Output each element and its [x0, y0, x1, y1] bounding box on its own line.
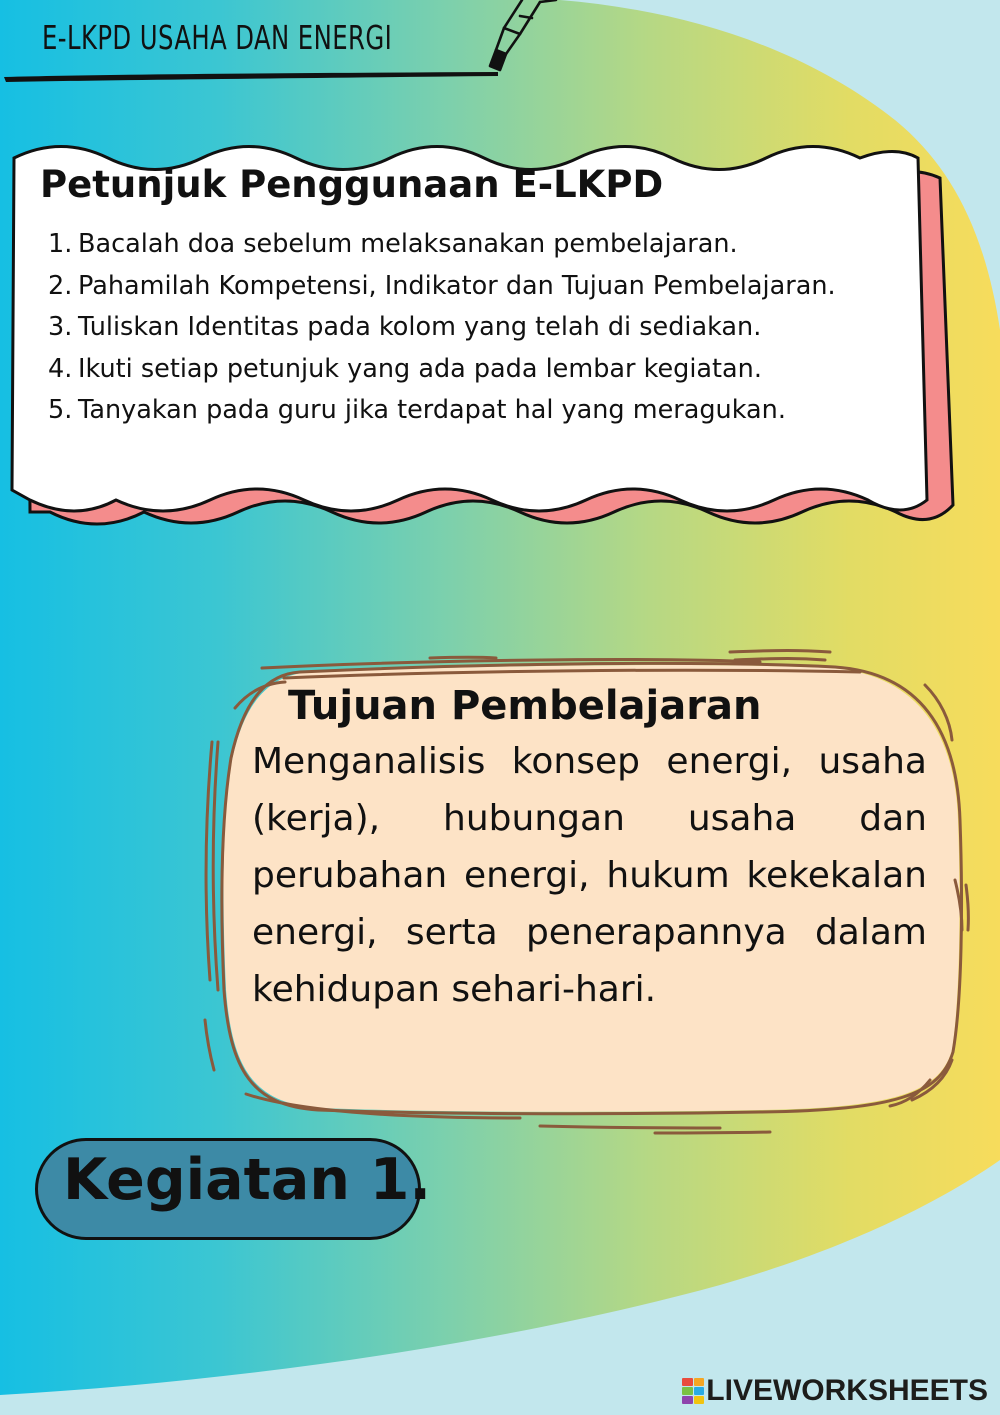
liveworksheets-logo [682, 1374, 988, 1408]
instruction-text: Ikuti setiap petunjuk yang ada pada lembar kegiatan. [78, 353, 762, 384]
marker-pen-icon [490, 0, 556, 70]
instruction-number: 1. [48, 229, 73, 259]
instruction-item [48, 266, 888, 308]
instruction-item [48, 224, 888, 266]
instruction-number: 3. [48, 312, 73, 342]
instruction-item [48, 307, 888, 349]
instruction-text: Tuliskan Identitas pada kolom yang telah di sediakan. [78, 312, 762, 342]
instruction-text: Pahamilah Kompetensi, Indikator dan Tujuan Pembelajaran. [78, 270, 836, 301]
worksheet-title: E-LKPD USAHA DAN ENERGI [42, 18, 393, 57]
objective-title: Tujuan Pembelajaran [288, 683, 762, 729]
instruction-number: 4. [48, 353, 73, 384]
instruction-item [48, 390, 888, 432]
objective-body: Menganalisis konsep energi, usaha (kerja), hubungan usaha dan perubahan energi, hukum kekekalan energi, serta penerapannya dalam kehidupan sehari-hari. [252, 741, 927, 1010]
instruction-item [48, 349, 888, 391]
instruction-number: 5. [48, 395, 73, 425]
liveworksheets-wordmark: LIVEWORKSHEETS [706, 1374, 988, 1407]
instructions-title: Petunjuk Penggunaan E-LKPD [40, 163, 664, 206]
instruction-text: Bacalah doa sebelum melaksanakan pembelajaran. [78, 229, 738, 259]
instructions-list [48, 224, 888, 432]
liveworksheets-icon [682, 1378, 704, 1404]
instruction-text: Tanyakan pada guru jika terdapat hal yang meragukan. [78, 395, 786, 425]
activity-label: Kegiatan 1. [63, 1147, 432, 1213]
instruction-number: 2. [48, 270, 73, 301]
